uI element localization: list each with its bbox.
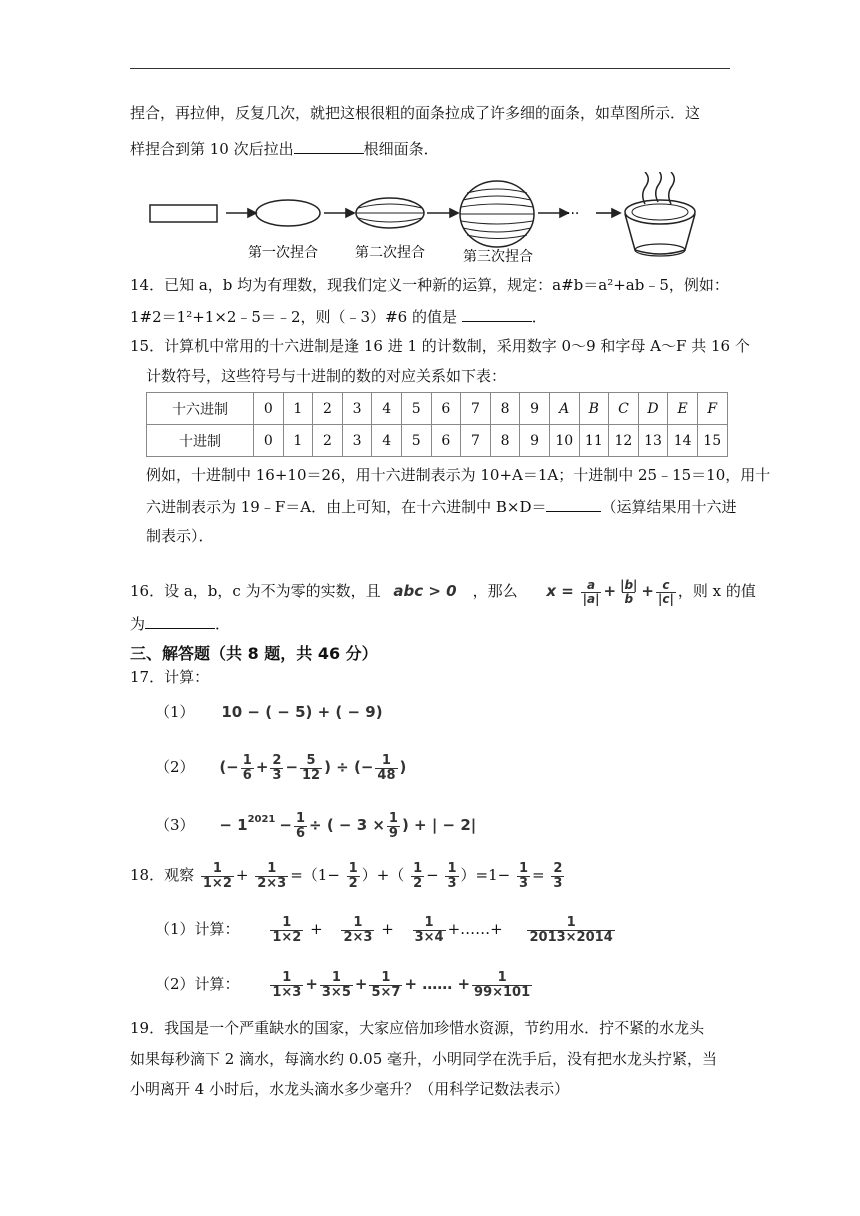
q18-p1-label: （1）计算：: [155, 920, 240, 938]
q18-frac4: $\frac{1}{2}$: [413, 860, 423, 891]
q15-after1: 例如，十进制中 16+10＝26，用十六进制表示为 10+A＝1A；十进制中 25﹣15＝10，用十: [146, 466, 771, 484]
q19-line3: 小明离开 4 小时后，水龙头滴水多少毫升？（用科学记数法表示）: [130, 1080, 570, 1098]
table-cell: 6: [431, 425, 461, 457]
table-header-dec: 十进制: [147, 425, 254, 457]
table-cell: 1: [283, 393, 313, 425]
table-cell: C: [609, 393, 639, 425]
q13-line2-post: 根细面条．: [363, 140, 439, 158]
q18-p2-frac3: $\frac{1}{5\times 7}$: [371, 969, 401, 1000]
table-cell: 7: [461, 393, 491, 425]
table-header-hex: 十六进制: [147, 393, 254, 425]
q18-frac7: $\frac{2}{3}$: [553, 860, 563, 891]
ellipsis-dots: ···: [566, 206, 580, 222]
q16-line2-pre: 为: [130, 615, 146, 633]
q16-answer-blank: [145, 612, 215, 629]
q18-p2-frac1: $\frac{1}{1\times 3}$: [272, 969, 302, 1000]
table-cell: 9: [520, 393, 550, 425]
q16-mid: ，那么: [472, 582, 518, 600]
q14-line2-pre: 1#2＝1²+1×2﹣5＝﹣2，则（﹣3）#6 的值是: [130, 308, 457, 326]
table-cell: 9: [520, 425, 550, 457]
q13-line2-pre: 样捏合到第 10 次后拉出: [130, 140, 294, 158]
table-cell: 4: [372, 393, 402, 425]
q16-frac2: $\frac{|b|}{b}$: [620, 577, 638, 606]
q17-p1-label: （1）: [155, 703, 195, 721]
table-row-dec: [147, 425, 728, 457]
q16-frac3: $\frac{c}{|c|}$: [658, 577, 674, 606]
q13-line2: [130, 137, 439, 159]
q14-line2-post: ．: [531, 308, 547, 326]
q18-p1-frac1: $\frac{1}{1\times 2}$: [272, 914, 302, 945]
q18-p1-frac2: $\frac{1}{2\times 3}$: [343, 914, 373, 945]
q15-line2: 计数符号，这些符号与十进制的数的对应关系如下表：: [146, 367, 507, 385]
diagram-label-3: 第三次捏合: [463, 249, 533, 265]
q18-label: 18．观察: [130, 866, 195, 884]
diagram-label-1: 第一次捏合: [248, 245, 318, 261]
q16-line1: 16．设 a，b，c 为不为零的实数，且 abc > 0 ，那么 x = $\frac{a}{|a|}$ + $\frac{|b|}{b}$ + $\frac{c}{|c|}$ ，则 x 的值: [130, 577, 756, 606]
table-cell: 5: [401, 393, 431, 425]
q17-p3-exponent: 2021: [247, 814, 276, 825]
q18-frac5: $\frac{1}{3}$: [447, 860, 457, 891]
q16-post: ，则 x 的值: [677, 582, 756, 600]
table-cell: 7: [461, 425, 491, 457]
q17-p2-frac3: $\frac{5}{12}$: [302, 752, 321, 783]
table-cell: 10: [549, 425, 579, 457]
q13-answer-blank: [294, 137, 364, 154]
q15-after2-pre: 六进制表示为 19﹣F＝A．由上可知，在十六进制中 B×D＝: [146, 498, 547, 516]
diagram-label-2: 第二次捏合: [355, 245, 425, 261]
table-cell: 2: [313, 393, 343, 425]
table-cell: 0: [254, 425, 284, 457]
q17-part3: $(3) - 1^{2021}$ − $\frac{1}{6}$ ÷ ( − 3 × $\frac{1}{9}$ ) + | − 2|: [155, 810, 477, 841]
q16-line2: [130, 612, 230, 634]
q17-p3-frac2: $\frac{1}{9}$: [388, 810, 398, 841]
q18-part1: （1）计算： $\frac{1}{1\times 2}$ + $\frac{1}{2\times 3}$ + $\frac{1}{3\times 4}$ +……+ $\frac{1}{2013\times 2014}$: [155, 914, 613, 945]
table-cell: 4: [372, 425, 402, 457]
q17-p3-label: （3）: [155, 816, 195, 834]
q16-condition: abc > 0: [393, 582, 457, 600]
hex-decimal-table: [146, 392, 728, 457]
table-row-hex: [147, 393, 728, 425]
q18-p1-frac4: $\frac{1}{2013\times 2014}$: [529, 914, 613, 945]
q18-part2: （2）计算： $\frac{1}{1\times 3}$ + $\frac{1}{3\times 5}$ + $\frac{1}{5\times 7}$ + …… + $\frac{1}{99\times 101}$: [155, 969, 531, 1000]
q15-line1: 15．计算机中常用的十六进制是逢 16 进 1 的计数制，采用数字 0～9 和字母 A～F 共 16 个: [130, 337, 750, 355]
q19-line1: 19．我国是一个严重缺水的国家，大家应倍加珍惜水资源，节约用水．拧不紧的水龙头: [130, 1019, 705, 1037]
table-cell: 6: [431, 393, 461, 425]
table-cell: 0: [254, 393, 284, 425]
q17-p2-frac1: $\frac{1}{6}$: [242, 752, 252, 783]
q15-after2-post: （运算结果用十六进: [601, 498, 737, 516]
q18-p2-label: （2）计算：: [155, 975, 240, 993]
header-rule: [130, 68, 730, 69]
q13-line1: 捏合，再拉伸，反复几次，就把这根很粗的面条拉成了许多细的面条，如草图所示．这: [130, 104, 701, 122]
second-fold-ellipse: [356, 198, 424, 228]
q18-p1-frac3: $\frac{1}{3\times 4}$: [414, 914, 444, 945]
table-cell: 2: [313, 425, 343, 457]
first-fold-ellipse: [256, 200, 320, 226]
q15-answer-blank: [546, 495, 601, 512]
q18-frac2: $\frac{1}{2\times 3}$: [257, 860, 287, 891]
table-cell: 12: [609, 425, 639, 457]
table-cell: A: [549, 393, 579, 425]
table-cell: 15: [697, 425, 727, 457]
table-cell: 5: [401, 425, 431, 457]
q18-frac3: $\frac{1}{2}$: [348, 860, 358, 891]
q16-line2-post: ．: [215, 615, 231, 633]
q15-after3: 制表示）．: [146, 527, 214, 545]
third-fold-ellipse: [460, 181, 534, 247]
q17-p2-label: （2）: [155, 758, 195, 776]
noodle-bowl-icon: [625, 172, 695, 256]
q18-p2-frac2: $\frac{1}{3\times 5}$: [321, 969, 351, 1000]
thick-noodle-rect: [150, 205, 217, 222]
q18-observe: 18．观察 $\frac{1}{1\times 2}$ + $\frac{1}{2\times 3}$ =（1− $\frac{1}{2}$ ）+（ $\frac{1}{2}$ − $\frac{1}{3}$ ）=1− $\frac{1}{3}$ = $\frac{2}{3}$: [130, 860, 563, 891]
table-cell: E: [668, 393, 698, 425]
q15-after2: [146, 495, 737, 517]
q18-p2-frac4: $\frac{1}{99\times 101}$: [474, 969, 531, 1000]
q17-p2-frac2: $\frac{2}{3}$: [272, 752, 282, 783]
q17-title: 17．计算：: [130, 668, 210, 686]
q19-line2: 如果每秒滴下 2 滴水，每滴水约 0.05 毫升，小明同学在洗手后，没有把水龙头拧紧，当: [130, 1050, 718, 1068]
q17-part1: [155, 702, 383, 722]
q14-line1: 14．已知 a，b 均为有理数，现我们定义一种新的运算，规定：a#b＝a²+ab﹣5，例如：: [130, 276, 729, 294]
q16-expr-lhs: x =: [546, 582, 574, 600]
q17-p3-frac1: $\frac{1}{6}$: [295, 810, 306, 841]
q16-frac1: $\frac{a}{|a|}$: [582, 577, 600, 606]
table-cell: 14: [668, 425, 698, 457]
table-cell: 13: [638, 425, 668, 457]
q14-line2: [130, 305, 547, 327]
table-cell: 3: [342, 393, 372, 425]
table-cell: 11: [579, 425, 609, 457]
table-cell: B: [579, 393, 609, 425]
q16-pre: 16．设 a，b，c 为不为零的实数，且: [130, 582, 381, 600]
noodle-folding-diagram: [140, 172, 720, 272]
q14-answer-blank: [462, 305, 532, 322]
q17-p2-frac4: $\frac{1}{48}$: [377, 752, 396, 783]
table-cell: 8: [490, 425, 520, 457]
section-3-title: 三、解答题（共 8 题，共 46 分）: [130, 644, 378, 663]
q18-frac1: $\frac{1}{1\times 2}$: [202, 860, 232, 891]
table-cell: 8: [490, 393, 520, 425]
q17-p1-expr: 10 − ( − 5) + ( − 9): [221, 703, 383, 721]
table-cell: F: [697, 393, 727, 425]
table-cell: D: [638, 393, 668, 425]
table-cell: 3: [342, 425, 372, 457]
table-cell: 1: [283, 425, 313, 457]
q17-part2: （2） (− $\frac{1}{6}$ + $\frac{2}{3}$ − $\frac{5}{12}$ ) ÷ (− $\frac{1}{48}$ ): [155, 752, 407, 783]
q18-frac6: $\frac{1}{3}$: [519, 860, 529, 891]
